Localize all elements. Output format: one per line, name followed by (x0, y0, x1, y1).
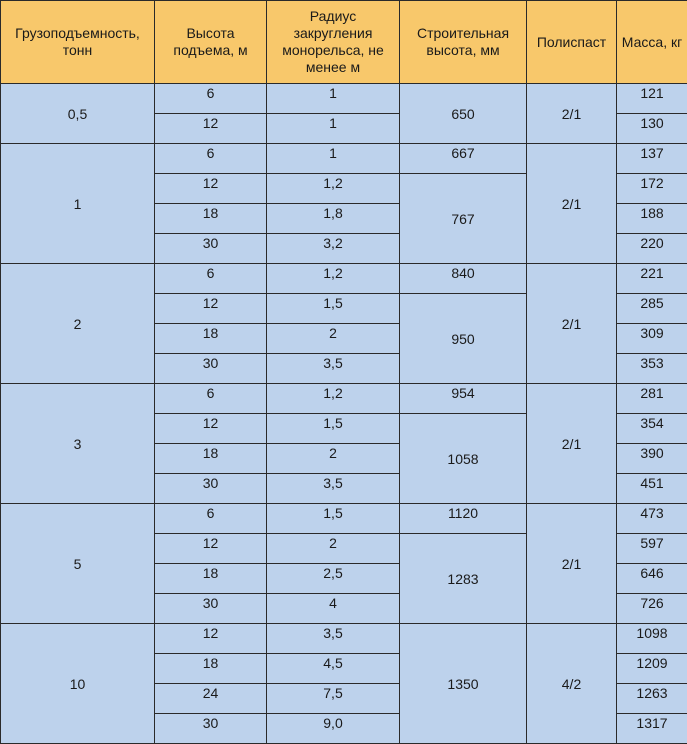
mass-cell: 473 (617, 504, 687, 534)
lift-height-cell: 24 (155, 684, 267, 714)
lift-height-cell: 30 (155, 354, 267, 384)
pulley-cell: 2/1 (527, 144, 617, 264)
capacity-cell: 3 (1, 384, 155, 504)
mass-cell: 354 (617, 414, 687, 444)
radius-cell: 1 (267, 84, 400, 114)
header-lift-height: Высота подъема, м (155, 1, 267, 84)
pulley-cell: 2/1 (527, 264, 617, 384)
mass-cell: 390 (617, 444, 687, 474)
table-row (1, 504, 687, 534)
radius-cell: 3,5 (267, 624, 400, 654)
capacity-cell: 0,5 (1, 84, 155, 144)
radius-cell: 1 (267, 114, 400, 144)
radius-cell: 1,2 (267, 384, 400, 414)
radius-cell: 3,5 (267, 354, 400, 384)
construction-height-cell: 650 (400, 84, 527, 144)
radius-cell: 1,5 (267, 414, 400, 444)
header-capacity: Грузоподъемность, тонн (1, 1, 155, 84)
mass-cell: 281 (617, 384, 687, 414)
mass-cell: 130 (617, 114, 687, 144)
mass-cell: 309 (617, 324, 687, 354)
mass-cell: 597 (617, 534, 687, 564)
pulley-cell: 2/1 (527, 384, 617, 504)
capacity-cell: 1 (1, 144, 155, 264)
mass-cell: 1209 (617, 654, 687, 684)
lift-height-cell: 6 (155, 144, 267, 174)
mass-cell: 121 (617, 84, 687, 114)
lift-height-cell: 12 (155, 534, 267, 564)
mass-cell: 353 (617, 354, 687, 384)
radius-cell: 1,2 (267, 174, 400, 204)
lift-height-cell: 12 (155, 174, 267, 204)
radius-cell: 9,0 (267, 714, 400, 744)
table-row (1, 144, 687, 174)
radius-cell: 2,5 (267, 564, 400, 594)
lift-height-cell: 6 (155, 384, 267, 414)
mass-cell: 451 (617, 474, 687, 504)
lift-height-cell: 18 (155, 654, 267, 684)
construction-height-cell: 840 (400, 264, 527, 294)
construction-height-cell: 1120 (400, 504, 527, 534)
radius-cell: 2 (267, 324, 400, 354)
lift-height-cell: 30 (155, 594, 267, 624)
header-row (1, 1, 687, 84)
header-mass: Масса, кг (617, 1, 687, 84)
lift-height-cell: 30 (155, 714, 267, 744)
radius-cell: 1,5 (267, 504, 400, 534)
lift-height-cell: 12 (155, 294, 267, 324)
lift-height-cell: 18 (155, 444, 267, 474)
header-pulley: Полиспаст (527, 1, 617, 84)
lift-height-cell: 12 (155, 624, 267, 654)
lift-height-cell: 12 (155, 414, 267, 444)
capacity-cell: 5 (1, 504, 155, 624)
table-row (1, 384, 687, 414)
radius-cell: 7,5 (267, 684, 400, 714)
pulley-cell: 4/2 (527, 624, 617, 744)
lift-height-cell: 6 (155, 504, 267, 534)
header-monorail-radius: Радиус закругления монорельса, не менее м (267, 1, 400, 84)
construction-height-cell: 767 (400, 174, 527, 264)
radius-cell: 1 (267, 144, 400, 174)
mass-cell: 1317 (617, 714, 687, 744)
construction-height-cell: 950 (400, 294, 527, 384)
construction-height-cell: 667 (400, 144, 527, 174)
construction-height-cell: 1058 (400, 414, 527, 504)
mass-cell: 221 (617, 264, 687, 294)
lift-height-cell: 6 (155, 84, 267, 114)
mass-cell: 1098 (617, 624, 687, 654)
radius-cell: 3,2 (267, 234, 400, 264)
lift-height-cell: 18 (155, 204, 267, 234)
lift-height-cell: 12 (155, 114, 267, 144)
lift-height-cell: 30 (155, 474, 267, 504)
mass-cell: 1263 (617, 684, 687, 714)
radius-cell: 2 (267, 534, 400, 564)
mass-cell: 137 (617, 144, 687, 174)
table-row (1, 84, 687, 114)
mass-cell: 172 (617, 174, 687, 204)
radius-cell: 4,5 (267, 654, 400, 684)
radius-cell: 1,5 (267, 294, 400, 324)
radius-cell: 1,8 (267, 204, 400, 234)
lift-height-cell: 18 (155, 324, 267, 354)
lift-height-cell: 6 (155, 264, 267, 294)
radius-cell: 2 (267, 444, 400, 474)
capacity-cell: 2 (1, 264, 155, 384)
header-construction-height: Строительная высота, мм (400, 1, 527, 84)
capacity-cell: 10 (1, 624, 155, 744)
mass-cell: 285 (617, 294, 687, 324)
lift-height-cell: 30 (155, 234, 267, 264)
radius-cell: 1,2 (267, 264, 400, 294)
construction-height-cell: 1283 (400, 534, 527, 624)
mass-cell: 726 (617, 594, 687, 624)
lift-height-cell: 18 (155, 564, 267, 594)
pulley-cell: 2/1 (527, 84, 617, 144)
mass-cell: 220 (617, 234, 687, 264)
pulley-cell: 2/1 (527, 504, 617, 624)
radius-cell: 3,5 (267, 474, 400, 504)
table-row (1, 264, 687, 294)
radius-cell: 4 (267, 594, 400, 624)
mass-cell: 188 (617, 204, 687, 234)
mass-cell: 646 (617, 564, 687, 594)
construction-height-cell: 954 (400, 384, 527, 414)
construction-height-cell: 1350 (400, 624, 527, 744)
table-row (1, 624, 687, 654)
